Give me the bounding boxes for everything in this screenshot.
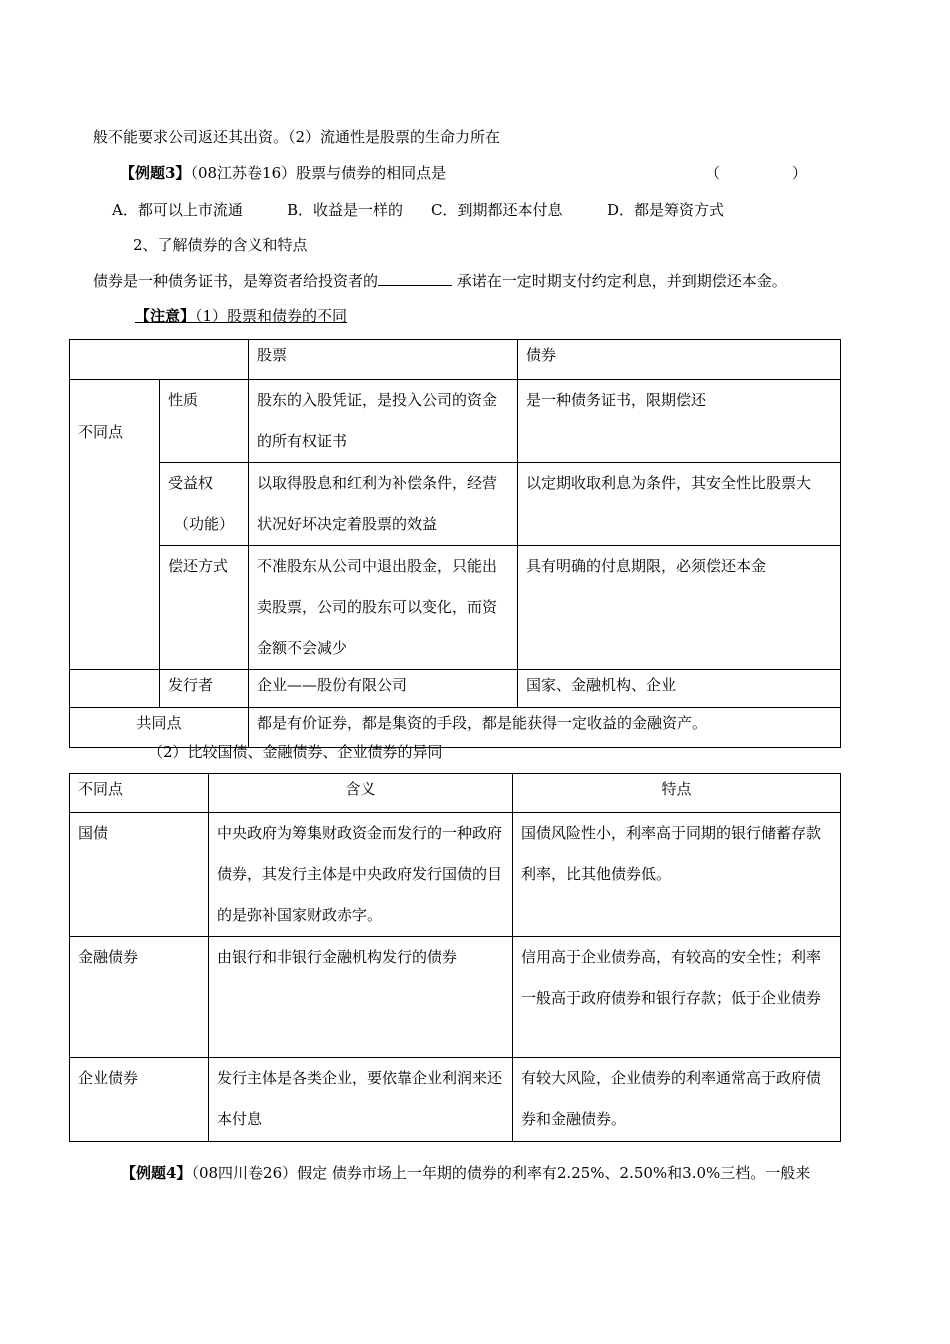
bond-type-feature: 有较大风险，企业债券的利率通常高于政府债券和金融债券。 <box>513 1058 841 1142</box>
intro-line: 般不能要求公司返还其出资。（2）流通性是股票的生命力所在 <box>93 128 501 146</box>
example4-text: （08四川卷26）假定 债券市场上一年期的债券的利率有2.25%、2.50%和3.0%三档。一般来 <box>191 1164 811 1182</box>
example3-question <box>120 163 446 183</box>
fill-blank <box>378 271 452 286</box>
bond-type-meaning: 中央政府为筹集财政资金而发行的一种政府债券，其发行主体是中央政府发行国债的目的是弥补国家财政赤字。 <box>209 813 513 937</box>
compare-heading: （2）比较国债、金融债券、企业债券的异同 <box>148 743 443 761</box>
bond-cell: 国家、金融机构、企业 <box>518 670 841 708</box>
table-header-row <box>70 340 841 380</box>
table-header-bond: 债券 <box>518 340 841 380</box>
common-label: 共同点 <box>70 708 249 748</box>
bond-type-name: 国债 <box>70 813 209 937</box>
group-empty-cell <box>70 670 160 708</box>
bond-type-meaning: 发行主体是各类企业，要依靠企业利润来还本付息 <box>209 1058 513 1142</box>
bond-type-name: 金融债券 <box>70 937 209 1058</box>
table-row <box>70 380 841 463</box>
example3-option-b: B．收益是一样的 <box>287 201 404 219</box>
aspect-cell: 偿还方式 <box>160 546 249 670</box>
stock-bond-table <box>69 339 841 748</box>
bond-cell: 是一种债务证书，限期偿还 <box>518 380 841 463</box>
table2-header-difference: 不同点 <box>70 774 209 813</box>
bond-type-name: 企业债券 <box>70 1058 209 1142</box>
group-label-difference: 不同点 <box>70 380 160 670</box>
table2-header-meaning: 含义 <box>209 774 513 813</box>
table-row <box>70 1058 841 1142</box>
aspect-cell: 受益权 （功能） <box>160 463 249 546</box>
table-header-empty <box>70 340 249 380</box>
bond-definition: 债券是一种债务证书，是筹资者给投资者的 承诺在一定时期支付约定利息，并到期偿还本金。 <box>93 272 787 290</box>
section2-heading: 2、了解债券的含义和特点 <box>133 236 308 254</box>
example4-label: 【例题4】 <box>121 1164 192 1182</box>
bond-type-feature: 信用高于企业债券高，有较高的安全性；利率一般高于政府债券和银行存款；低于企业债券 <box>513 937 841 1058</box>
note-heading: 【注意】（1）股票和债券的不同 <box>135 307 348 325</box>
example3-answer-paren: （ ） <box>705 164 808 182</box>
table-row <box>70 546 841 670</box>
bond-types-table <box>69 773 841 1142</box>
table-row <box>70 937 841 1058</box>
stock-cell: 企业——股份有限公司 <box>249 670 518 708</box>
table2-header-row <box>70 774 841 813</box>
example3-text: （08江苏卷16）股票与债券的相同点是 <box>190 164 447 182</box>
stock-cell: 股东的入股凭证，是投入公司的资金的所有权证书 <box>249 380 518 463</box>
common-text: 都是有价证券，都是集资的手段，都是能获得一定收益的金融资产。 <box>249 708 841 748</box>
bond-cell: 具有明确的付息期限，必须偿还本金 <box>518 546 841 670</box>
table-header-stock: 股票 <box>249 340 518 380</box>
stock-cell: 不准股东从公司中退出股金，只能出卖股票，公司的股东可以变化，而资金额不会减少 <box>249 546 518 670</box>
aspect-cell: 发行者 <box>160 670 249 708</box>
bond-type-meaning: 由银行和非银行金融机构发行的债券 <box>209 937 513 1058</box>
table-row <box>70 670 841 708</box>
example3-label: 【例题3】 <box>120 164 191 182</box>
example3-option-c: C．到期都还本付息 <box>431 201 563 219</box>
aspect-cell: 性质 <box>160 380 249 463</box>
example4-question <box>121 1163 810 1183</box>
bond-cell: 以定期收取利息为条件，其安全性比股票大 <box>518 463 841 546</box>
example3-option-a: A．都可以上市流通 <box>112 201 243 219</box>
table-row <box>70 463 841 546</box>
table-row <box>70 813 841 937</box>
stock-cell: 以取得股息和红利为补偿条件，经营状况好坏决定着股票的效益 <box>249 463 518 546</box>
bond-type-feature: 国债风险性小，利率高于同期的银行储蓄存款利率，比其他债券低。 <box>513 813 841 937</box>
example3-option-d: D．都是筹资方式 <box>607 201 725 219</box>
table2-header-feature: 特点 <box>513 774 841 813</box>
